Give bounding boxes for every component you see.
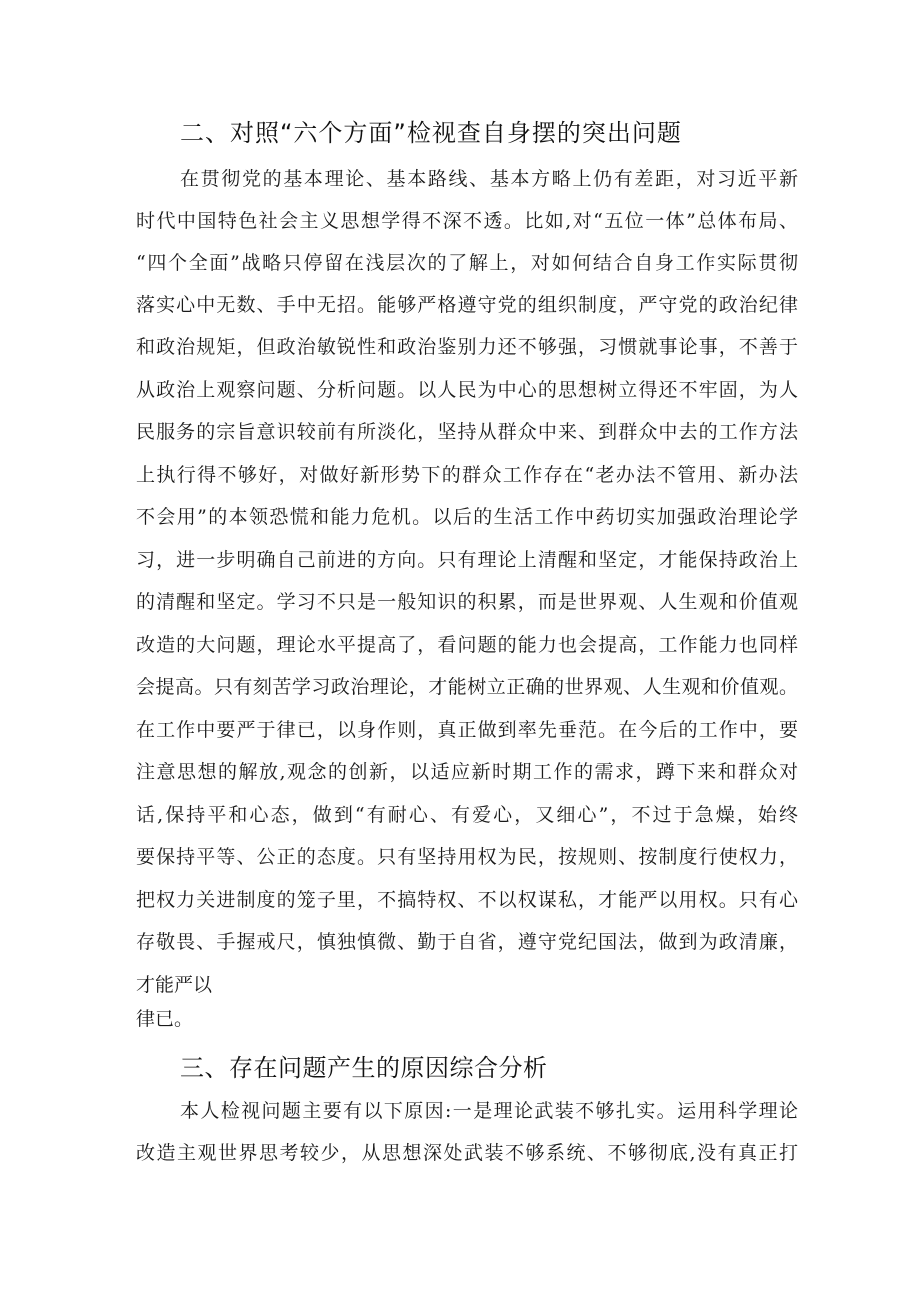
paragraph-line: 习，进一步明确自己前进的方向。只有理论上清醒和坚定，才能保持政治上 bbox=[136, 549, 798, 571]
paragraph-line: 把权力关进制度的笼子里，不搞特权、不以权谋私，才能严以用权。只有心 bbox=[136, 889, 798, 911]
paragraph-line: 和政治规矩，但政治敏锐性和政治鉴别力还不够强，习惯就事论事，不善于 bbox=[136, 336, 798, 358]
paragraph-line: 不会用”的本领恐慌和能力危机。以后的生活工作中药切实加强政治理论学 bbox=[136, 506, 798, 528]
section-heading-2: 二、对照“六个方面”检视查自身摆的突出问题 bbox=[180, 119, 682, 147]
paragraph-line: 在工作中要严于律已，以身作则，真正做到率先垂范。在今后的工作中，要 bbox=[136, 719, 798, 741]
paragraph-line: 民服务的宗旨意识较前有所淡化，坚持从群众中来、到群众中去的工作方法 bbox=[136, 421, 798, 443]
paragraph-line: 上执行得不够好，对做好新形势下的群众工作存在“老办法不管用、新办法 bbox=[136, 464, 798, 486]
paragraph-line: 注意思想的解放,观念的创新，以适应新时期工作的需求，蹲下来和群众对 bbox=[136, 761, 798, 783]
paragraph-line: 要保持平等、公正的态度。只有坚持用权为民，按规则、按制度行使权力， bbox=[136, 846, 798, 868]
paragraph-line: 才能严以 bbox=[136, 974, 213, 996]
paragraph-line: 律已。 bbox=[136, 1008, 194, 1030]
paragraph-line: 会提高。只有刻苦学习政治理论，才能树立正确的世界观、人生观和价值观。 bbox=[136, 676, 798, 698]
paragraph-line: 改造主观世界思考较少，从思想深处武装不够系统、不够彻底,没有真正打 bbox=[136, 1142, 798, 1164]
paragraph-line: “四个全面”战略只停留在浅层次的了解上，对如何结合自身工作实际贯彻 bbox=[136, 252, 798, 274]
paragraph-line: 改造的大问题，理论水平提高了，看问题的能力也会提高，工作能力也同样 bbox=[136, 634, 798, 656]
paragraph-line: 话,保持平和心态，做到“有耐心、有爱心，又细心”，不过于急燥，始终 bbox=[136, 804, 798, 826]
paragraph-line: 时代中国特色社会主义思想学得不深不透。比如,对“五位一体”总体布局、 bbox=[136, 210, 798, 232]
paragraph-line: 存敬畏、手握戒尺，慎独慎微、勤于自省，遵守党纪国法，做到为政清廉， bbox=[136, 931, 798, 953]
paragraph-line: 在贯彻党的基本理论、基本路线、基本方略上仍有差距，对习近平新 bbox=[180, 168, 798, 190]
paragraph-line: 本人检视问题主要有以下原因:一是理论武装不够扎实。运用科学理论 bbox=[180, 1100, 798, 1122]
paragraph-line: 落实心中无数、手中无招。能够严格遵守党的组织制度，严守党的政治纪律 bbox=[136, 294, 798, 316]
paragraph-line: 从政治上观察问题、分析问题。以人民为中心的思想树立得还不牢固，为人 bbox=[136, 379, 798, 401]
section-heading-3: 三、存在问题产生的原因综合分析 bbox=[180, 1054, 548, 1082]
paragraph-line: 的清醒和坚定。学习不只是一般知识的积累，而是世界观、人生观和价值观 bbox=[136, 591, 798, 613]
